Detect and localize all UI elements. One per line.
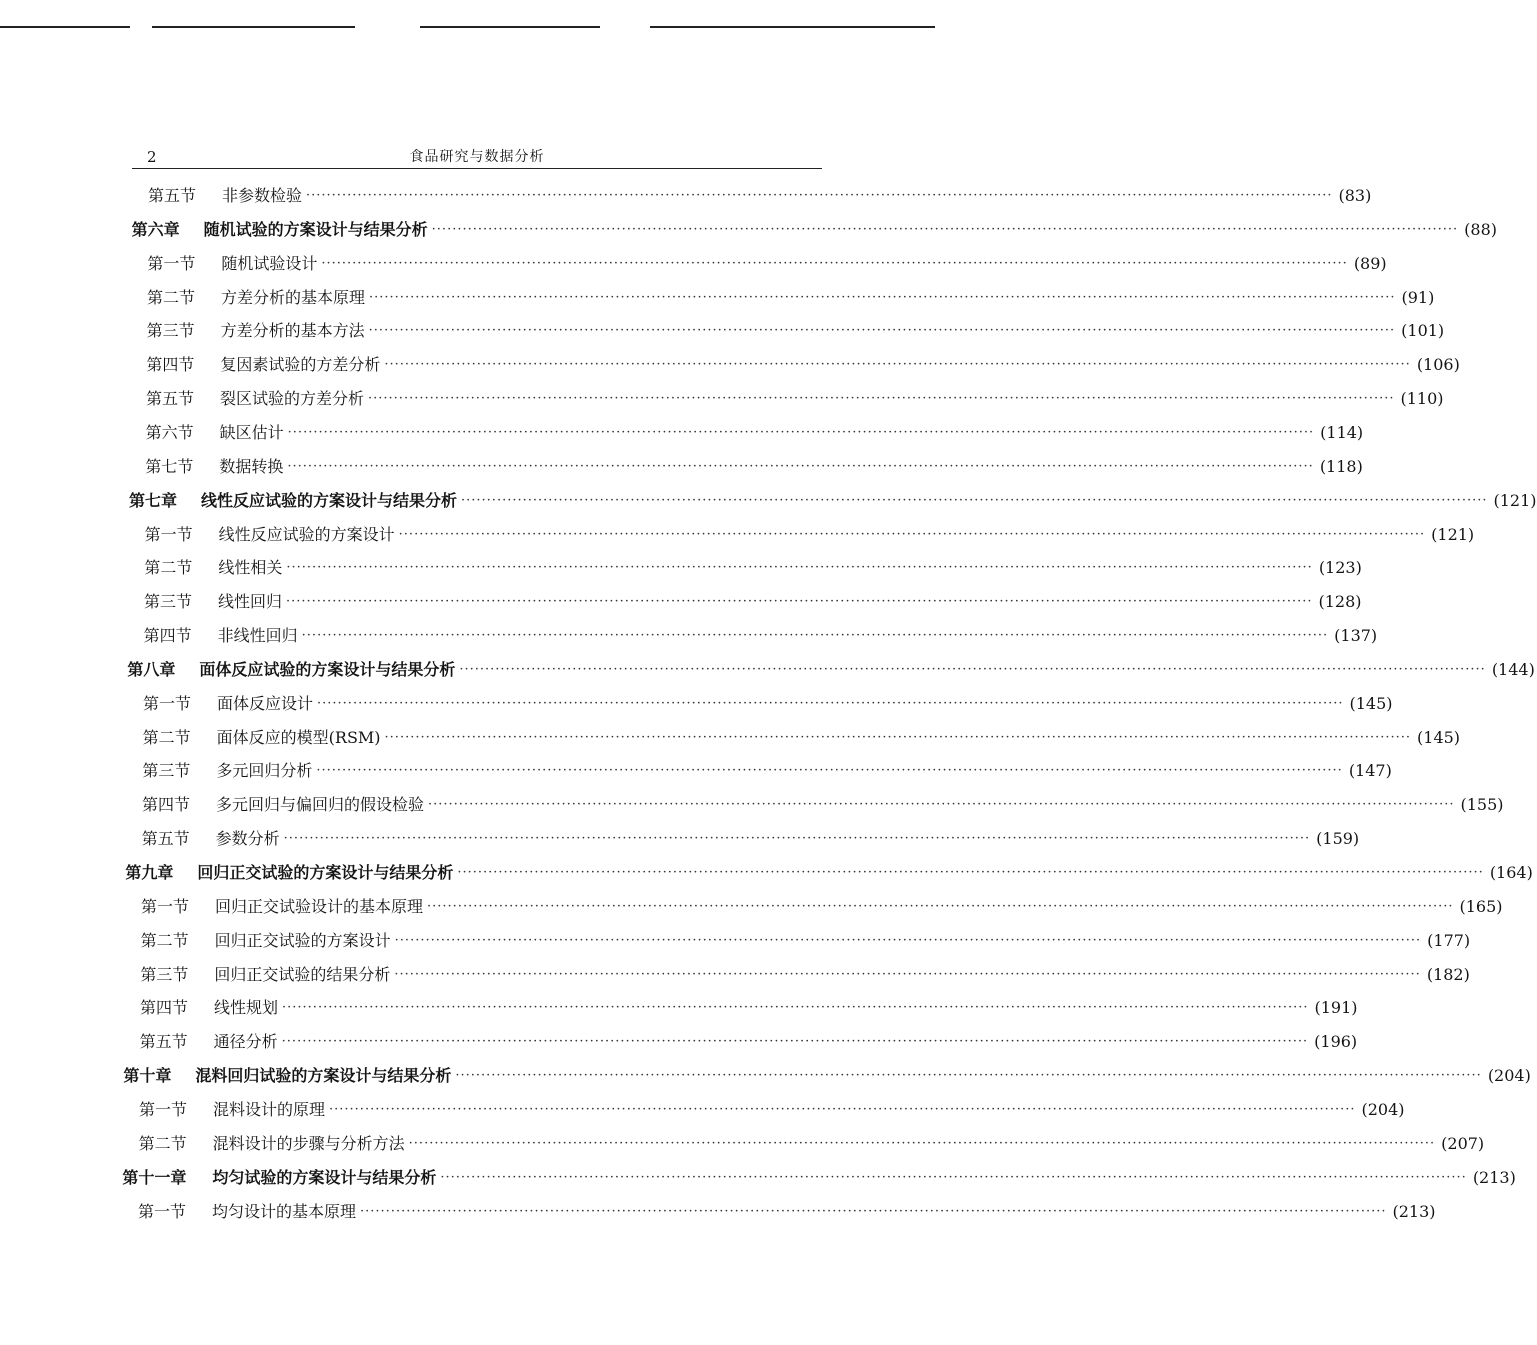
toc-entry-number: 第四节 xyxy=(143,626,192,646)
toc-page-number: (164) xyxy=(1489,863,1533,882)
toc-leader-dots: ········································································································································································································ xyxy=(329,1101,1356,1117)
toc-chapter-row xyxy=(131,215,1497,245)
toc-page-number: (177) xyxy=(1427,930,1471,950)
toc-page-number: (89) xyxy=(1353,253,1387,273)
toc-leader-dots: ········································································································································································································ xyxy=(360,1203,1387,1219)
toc-page-number: (204) xyxy=(1487,1066,1531,1086)
toc-page-number: (88) xyxy=(1464,219,1497,239)
toc-section-row xyxy=(139,1027,1358,1057)
toc-section-row xyxy=(140,960,1470,990)
toc-entry-title: 随机试验设计 xyxy=(221,253,318,273)
toc-leader-dots: ········································································································································································································ xyxy=(457,865,1484,880)
toc-section-row xyxy=(142,723,1461,753)
toc-page-number: (144) xyxy=(1491,659,1535,679)
toc-entry-number: 第一节 xyxy=(139,1099,188,1119)
toc-chapter-row xyxy=(129,486,1537,516)
toc-entry-number: 第十一章 xyxy=(122,1167,187,1187)
toc-leader-dots: ········································································································································································································ xyxy=(368,391,1395,407)
toc-entry-number: 第六章 xyxy=(131,219,180,239)
toc-page-number: (159) xyxy=(1316,829,1360,849)
toc-entry-number: 第四节 xyxy=(140,998,189,1018)
toc-page-number: (147) xyxy=(1348,761,1392,781)
toc-page-number: (106) xyxy=(1416,355,1460,375)
toc-page-number: (204) xyxy=(1361,1099,1405,1119)
toc-entry-title: 混料设计的步骤与分析方法 xyxy=(212,1133,405,1153)
toc-page-number: (91) xyxy=(1401,287,1435,307)
toc-section-row xyxy=(148,181,1372,211)
toc-leader-dots: ········································································································································································································ xyxy=(317,695,1344,711)
toc-entry-number: 第三节 xyxy=(140,964,189,984)
toc-entry-title: 裂区试验的方差分析 xyxy=(220,389,365,409)
toc-entry-number: 第七章 xyxy=(129,490,178,510)
toc-chapter-row xyxy=(127,655,1535,685)
toc-entry-number: 第三节 xyxy=(146,321,195,341)
toc-page-number: (155) xyxy=(1460,795,1504,815)
toc-chapter-row xyxy=(122,1163,1516,1193)
toc-entry-title: 线性反应试验的方案设计与结果分析 xyxy=(201,490,458,510)
toc-entry-number: 第四节 xyxy=(146,355,195,375)
toc-page-number: (145) xyxy=(1349,693,1393,713)
toc-page-number: (182) xyxy=(1426,964,1470,984)
toc-entry-number: 第十章 xyxy=(123,1066,172,1086)
toc-entry-title: 非线性回归 xyxy=(217,626,298,646)
toc-entry-title: 非参数检验 xyxy=(222,186,303,205)
toc-entry-title: 面体反应设计 xyxy=(217,693,314,713)
toc-leader-dots: ········································································································································································································ xyxy=(384,357,1411,373)
toc-entry-title: 混料回归试验的方案设计与结果分析 xyxy=(195,1066,452,1086)
toc-leader-dots: ········································································································································································································ xyxy=(459,661,1486,677)
toc-entry-title: 多元回归与偏回归的假设检验 xyxy=(216,795,425,815)
toc-section-row xyxy=(146,384,1444,414)
toc-leader-dots: ········································································································································································································ xyxy=(281,1034,1309,1050)
toc-page-number: (121) xyxy=(1431,524,1475,544)
toc-leader-dots: ········································································································································································································ xyxy=(368,323,1396,339)
toc-page-number: (191) xyxy=(1314,998,1358,1018)
toc-entry-number: 第一节 xyxy=(138,1201,187,1221)
toc-entry-title: 面体反应试验的方案设计与结果分析 xyxy=(199,659,456,679)
toc-entry-number: 第三节 xyxy=(144,592,193,612)
toc-leader-dots: ········································································································································································································ xyxy=(369,289,1396,305)
toc-section-row xyxy=(142,756,1392,786)
toc-leader-dots: ········································································································································································································ xyxy=(428,797,1455,813)
toc-entry-title: 线性规划 xyxy=(214,998,279,1018)
toc-section-row xyxy=(139,1095,1405,1125)
toc-entry-number: 第一节 xyxy=(144,524,193,544)
toc-entry-number: 第五节 xyxy=(139,1032,188,1052)
toc-page-number: (207) xyxy=(1441,1133,1485,1153)
toc-entry-number: 第七节 xyxy=(145,456,194,476)
toc-entry-number: 第三节 xyxy=(142,761,191,781)
toc-entry-title: 随机试验的方案设计与结果分析 xyxy=(203,219,428,239)
toc-entry-number: 第九章 xyxy=(125,863,174,882)
book-title: 食品研究与数据分析 xyxy=(409,149,545,165)
toc-leader-dots: ········································································································································································································ xyxy=(301,628,1329,644)
toc-entry-title: 通径分析 xyxy=(213,1032,278,1052)
toc-leader-dots: ········································································································································································································ xyxy=(282,1000,1309,1016)
page-number: 2 xyxy=(147,148,157,166)
toc-leader-dots: ········································································································································································································ xyxy=(461,492,1488,508)
toc-leader-dots: ········································································································································································································ xyxy=(394,932,1422,948)
toc-section-row xyxy=(143,689,1393,719)
toc-leader-dots: ········································································································································································································ xyxy=(286,594,1313,610)
toc-leader-dots: ········································································································································································································ xyxy=(306,188,1333,203)
toc-entry-number: 第五节 xyxy=(148,186,197,205)
toc-section-row xyxy=(141,892,1503,922)
toc-entry-number: 第四节 xyxy=(142,795,191,815)
toc-entry-title: 面体反应的模型(RSM) xyxy=(216,727,381,747)
toc-section-row xyxy=(146,316,1445,346)
toc-chapter-row xyxy=(125,858,1533,888)
toc-entry-number: 第一节 xyxy=(143,693,192,713)
toc-section-row xyxy=(141,824,1360,854)
toc-page-number: (114) xyxy=(1320,422,1364,442)
toc-entry-number: 第二节 xyxy=(142,727,191,747)
toc-entry-title: 线性反应试验的方案设计 xyxy=(218,524,395,544)
toc-page-number: (128) xyxy=(1318,592,1362,612)
toc-section-row xyxy=(138,1129,1485,1159)
toc-entry-title: 混料设计的原理 xyxy=(213,1099,326,1119)
toc-page-number: (213) xyxy=(1472,1167,1516,1187)
toc-leader-dots: ········································································································································································································ xyxy=(321,255,1348,271)
toc-section-row xyxy=(140,993,1358,1023)
toc-section-row xyxy=(147,249,1387,279)
toc-page-number: (118) xyxy=(1319,456,1363,476)
toc-entry-title: 回归正交试验设计的基本原理 xyxy=(215,896,424,916)
toc-section-row xyxy=(142,790,1504,820)
toc-page-number: (121) xyxy=(1493,490,1537,510)
toc-page-number: (137) xyxy=(1334,626,1378,646)
toc-section-row xyxy=(144,587,1362,617)
toc-entry-number: 第八章 xyxy=(127,659,176,679)
toc-entry-title: 方差分析的基本方法 xyxy=(220,321,365,341)
toc-section-row xyxy=(140,926,1471,956)
toc-leader-dots: ········································································································································································································ xyxy=(431,221,1459,237)
toc-page-number: (165) xyxy=(1459,896,1503,916)
toc-leader-dots: ········································································································································································································ xyxy=(440,1169,1467,1185)
toc-section-row xyxy=(146,350,1460,380)
toc-page-number: (110) xyxy=(1400,389,1444,409)
toc-section-row xyxy=(144,520,1475,550)
toc-entry-number: 第二节 xyxy=(138,1133,187,1153)
toc-leader-dots: ········································································································································································································ xyxy=(455,1068,1482,1084)
toc-entry-title: 参数分析 xyxy=(215,829,280,849)
toc-entry-number: 第二节 xyxy=(144,558,193,578)
toc-leader-dots: ········································································································································································································ xyxy=(316,763,1343,779)
running-header xyxy=(132,146,822,169)
toc-leader-dots: ········································································································································································································ xyxy=(394,966,1421,982)
toc-entry-number: 第六节 xyxy=(145,422,194,442)
toc-entry-number: 第一节 xyxy=(141,896,190,916)
toc-page-number: (123) xyxy=(1318,558,1362,578)
toc-entry-title: 均匀设计的基本原理 xyxy=(212,1201,357,1221)
toc-entry-title: 缺区估计 xyxy=(219,422,284,442)
toc-entry-title: 回归正交试验的方案设计 xyxy=(214,930,391,950)
toc-entry-title: 回归正交试验的结果分析 xyxy=(214,964,391,984)
toc-entry-title: 方差分析的基本原理 xyxy=(221,287,366,307)
toc-section-row xyxy=(145,418,1364,448)
toc-page-number: (213) xyxy=(1392,1201,1436,1221)
toc-entry-title: 线性相关 xyxy=(218,558,283,578)
toc-entry-title: 均匀试验的方案设计与结果分析 xyxy=(212,1167,437,1187)
toc-leader-dots: ········································································································································································································ xyxy=(384,729,1412,745)
toc-entry-number: 第二节 xyxy=(140,930,189,950)
toc-page-number: (196) xyxy=(1314,1032,1358,1052)
scan-top-rule xyxy=(0,26,935,28)
toc-leader-dots: ········································································································································································································ xyxy=(283,831,1311,847)
toc-section-row xyxy=(138,1197,1436,1227)
toc-entry-number: 第二节 xyxy=(147,287,196,307)
toc-leader-dots: ········································································································································································································ xyxy=(287,424,1315,440)
toc-entry-title: 多元回归分析 xyxy=(216,761,313,781)
toc-entry-number: 第一节 xyxy=(147,253,196,273)
toc-entry-number: 第五节 xyxy=(141,829,190,849)
toc-page-number: (101) xyxy=(1401,321,1445,341)
toc-leader-dots: ········································································································································································································ xyxy=(408,1135,1436,1151)
toc-section-row xyxy=(144,553,1362,583)
toc-page-number: (145) xyxy=(1417,727,1461,747)
toc-section-row xyxy=(147,283,1435,313)
toc-leader-dots: ········································································································································································································ xyxy=(286,560,1313,576)
toc-entry-title: 回归正交试验的方案设计与结果分析 xyxy=(197,863,454,882)
toc-entry-number: 第五节 xyxy=(146,389,195,409)
toc-entry-title: 线性回归 xyxy=(218,592,283,612)
toc-chapter-row xyxy=(123,1061,1531,1091)
toc-entry-title: 复因素试验的方差分析 xyxy=(220,355,381,375)
toc-leader-dots: ········································································································································································································ xyxy=(398,526,1426,542)
toc-section-row xyxy=(143,621,1378,651)
toc-page-number: (83) xyxy=(1338,186,1372,205)
toc-entry-title: 数据转换 xyxy=(219,456,284,476)
toc-leader-dots: ········································································································································································································ xyxy=(287,458,1314,474)
toc-section-row xyxy=(145,452,1363,482)
toc-leader-dots: ········································································································································································································ xyxy=(427,898,1454,914)
